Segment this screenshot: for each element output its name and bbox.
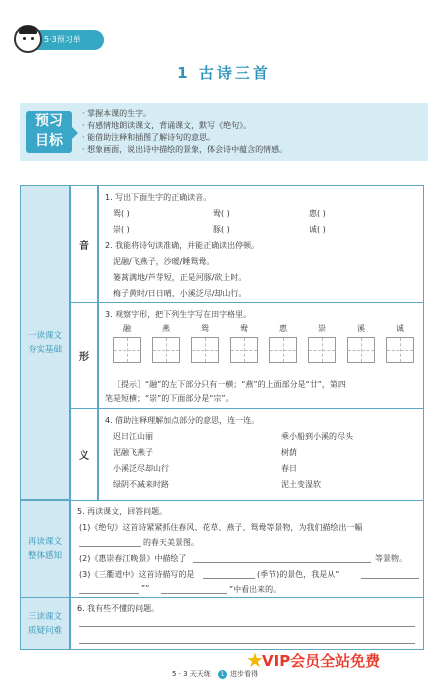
q2-line: 泥融/飞燕子，沙暖/睡鸳鸯。 xyxy=(113,257,215,266)
goals-tag-line2: 目标 xyxy=(35,133,63,149)
q1-item[interactable]: 诚( ) xyxy=(309,225,326,234)
q5-line3b: 等景物。 xyxy=(375,554,407,563)
section-1-line2: 夯实基础 xyxy=(27,344,62,355)
section-3-line2: 质疑问难 xyxy=(27,625,62,636)
goal-item: · 能借助注释和插图了解诗句的意思。 xyxy=(82,133,216,142)
q3-prompt: 3. 观察字形，把下列生字写在田字格里。 xyxy=(105,310,252,319)
q3-tip-line2: 笔是短横；“崇”的下面部分是“宗”。 xyxy=(105,394,234,403)
tianzige-box[interactable] xyxy=(308,337,336,363)
q3-char-label: 诚 xyxy=(396,324,404,333)
section-2-label xyxy=(20,500,70,598)
page-title: 1 古诗三首 xyxy=(177,64,271,82)
goals-panel xyxy=(20,103,428,161)
q3-char-label: 惠 xyxy=(279,324,287,333)
star-icon: ★ xyxy=(246,648,264,672)
q1-item[interactable]: 鸳( ) xyxy=(113,209,130,218)
q1-item[interactable]: 崇( ) xyxy=(113,225,130,234)
tianzige-box[interactable] xyxy=(230,337,258,363)
goal-item: · 掌握本课的生字。 xyxy=(82,109,152,118)
tianzige-box[interactable] xyxy=(347,337,375,363)
footer-right: 进步看得 xyxy=(230,670,258,678)
answer-line[interactable] xyxy=(79,643,415,644)
mascot-icon xyxy=(14,25,42,53)
q3-char-label: 溪 xyxy=(357,324,365,333)
section-1-line1: 一读课文 xyxy=(27,330,62,341)
q5-line1: (1)《绝句》这首诗紧紧抓住春风、花草、燕子、鸳鸯等景物，为我们描绘出一幅 xyxy=(79,523,363,532)
answer-blank[interactable] xyxy=(161,593,227,594)
q2-line: 梅子黄时/日日晴，小溪泛尽/却山行。 xyxy=(113,289,247,298)
q4-left-item[interactable]: 绿阴不减来时路 xyxy=(113,480,169,489)
q5-line3: (2)《惠崇春江晚景》中描绘了 xyxy=(79,554,187,563)
section-2-line1: 再读课文 xyxy=(27,537,62,547)
q5-line5b: ”中看出来的。 xyxy=(229,585,282,594)
cell-q5 xyxy=(70,500,424,598)
q4-right-item[interactable]: 春日 xyxy=(281,464,297,473)
q5-line5: ”“ xyxy=(141,584,150,593)
footer-left: 5 · 3 天天练 xyxy=(172,670,211,678)
answer-blank[interactable] xyxy=(193,562,371,563)
tianzige-box[interactable] xyxy=(113,337,141,363)
q5-line2: 的春天美景图。 xyxy=(143,538,199,547)
q1-prompt: 1. 写出下面生字的正确读音。 xyxy=(105,193,212,202)
tianzige-box[interactable] xyxy=(386,337,414,363)
footer-page-number: 1 xyxy=(218,670,227,679)
q3-char-label: 崇 xyxy=(318,324,326,333)
answer-blank[interactable] xyxy=(79,546,141,547)
q2-prompt: 2. 我能将诗句读准确，并能正确读出停顿。 xyxy=(105,241,260,250)
goals-tag xyxy=(26,111,72,153)
q4-left-item[interactable]: 泥融飞燕子 xyxy=(113,448,153,457)
q4-right-item[interactable]: 泥土变湿软 xyxy=(281,480,321,489)
cell-xing xyxy=(98,302,424,409)
cell-yi xyxy=(98,408,424,501)
q4-left-item[interactable]: 迟日江山丽 xyxy=(113,432,153,441)
tianzige-box[interactable] xyxy=(269,337,297,363)
q2-line: 篓蒿满地/芦芽短，正是河豚/欲上时。 xyxy=(113,273,247,282)
q4-right-item[interactable]: 树荫 xyxy=(281,448,297,457)
q3-char-label: 鸳 xyxy=(201,324,209,333)
q4-prompt: 4. 借助注释理解加点部分的意思，连一连。 xyxy=(105,416,260,425)
tianzige-box[interactable] xyxy=(191,337,219,363)
answer-blank[interactable] xyxy=(79,593,139,594)
q6-prompt: 6. 我有些不懂的问题。 xyxy=(77,604,160,613)
q3-tip-line1: ［提示］“融”的左下部分只有一横；“燕”的上面部分是“廿”，第四 xyxy=(113,380,346,389)
q4-left-item[interactable]: 小溪泛尽却山行 xyxy=(113,464,169,473)
answer-blank[interactable] xyxy=(203,578,255,579)
q5-line4: (3)《三衢道中》这首诗描写的是 xyxy=(79,570,195,579)
q3-char-label: 鸯 xyxy=(240,324,248,333)
cell-q6 xyxy=(70,597,424,650)
vip-watermark: VIP会员全站免费 xyxy=(262,652,381,670)
answer-blank[interactable] xyxy=(361,578,419,579)
goal-item: · 有感情地朗读课文，背诵课文，默写《绝句》。 xyxy=(82,121,252,130)
sub-yin: 音 xyxy=(70,185,98,303)
q3-char-label: 融 xyxy=(123,324,131,333)
q5-prompt: 5. 再读课文，回答问题。 xyxy=(77,507,168,516)
badge-label: 5·3预习单 xyxy=(44,35,81,44)
q1-item[interactable]: 豚( ) xyxy=(213,225,230,234)
pointer-icon xyxy=(72,127,78,139)
section-2-line2: 整体感知 xyxy=(27,551,62,561)
cell-yin xyxy=(98,185,424,303)
sub-xing: 形 xyxy=(70,302,98,409)
sub-yi: 义 xyxy=(70,408,98,501)
header-badge xyxy=(18,30,104,50)
q1-item[interactable]: 惠( ) xyxy=(309,209,326,218)
q3-char-label: 燕 xyxy=(162,324,170,333)
exercise-table xyxy=(20,185,424,650)
section-3-label xyxy=(20,597,70,650)
goals-list xyxy=(82,108,287,156)
tianzige-box[interactable] xyxy=(152,337,180,363)
q5-line4b: (季节)的景色，我是从“ xyxy=(257,570,340,579)
q1-item[interactable]: 鸯( ) xyxy=(213,209,230,218)
goals-tag-line1: 预习 xyxy=(35,113,63,129)
section-3-line1: 三读课文 xyxy=(27,611,62,622)
goal-item: · 想象画面，说出诗中描绘的景象，体会诗中蕴含的情感。 xyxy=(82,145,288,154)
answer-line[interactable] xyxy=(79,626,415,627)
q4-right-item[interactable]: 乘小船到小溪的尽头 xyxy=(281,432,353,441)
section-1-label xyxy=(20,185,70,500)
